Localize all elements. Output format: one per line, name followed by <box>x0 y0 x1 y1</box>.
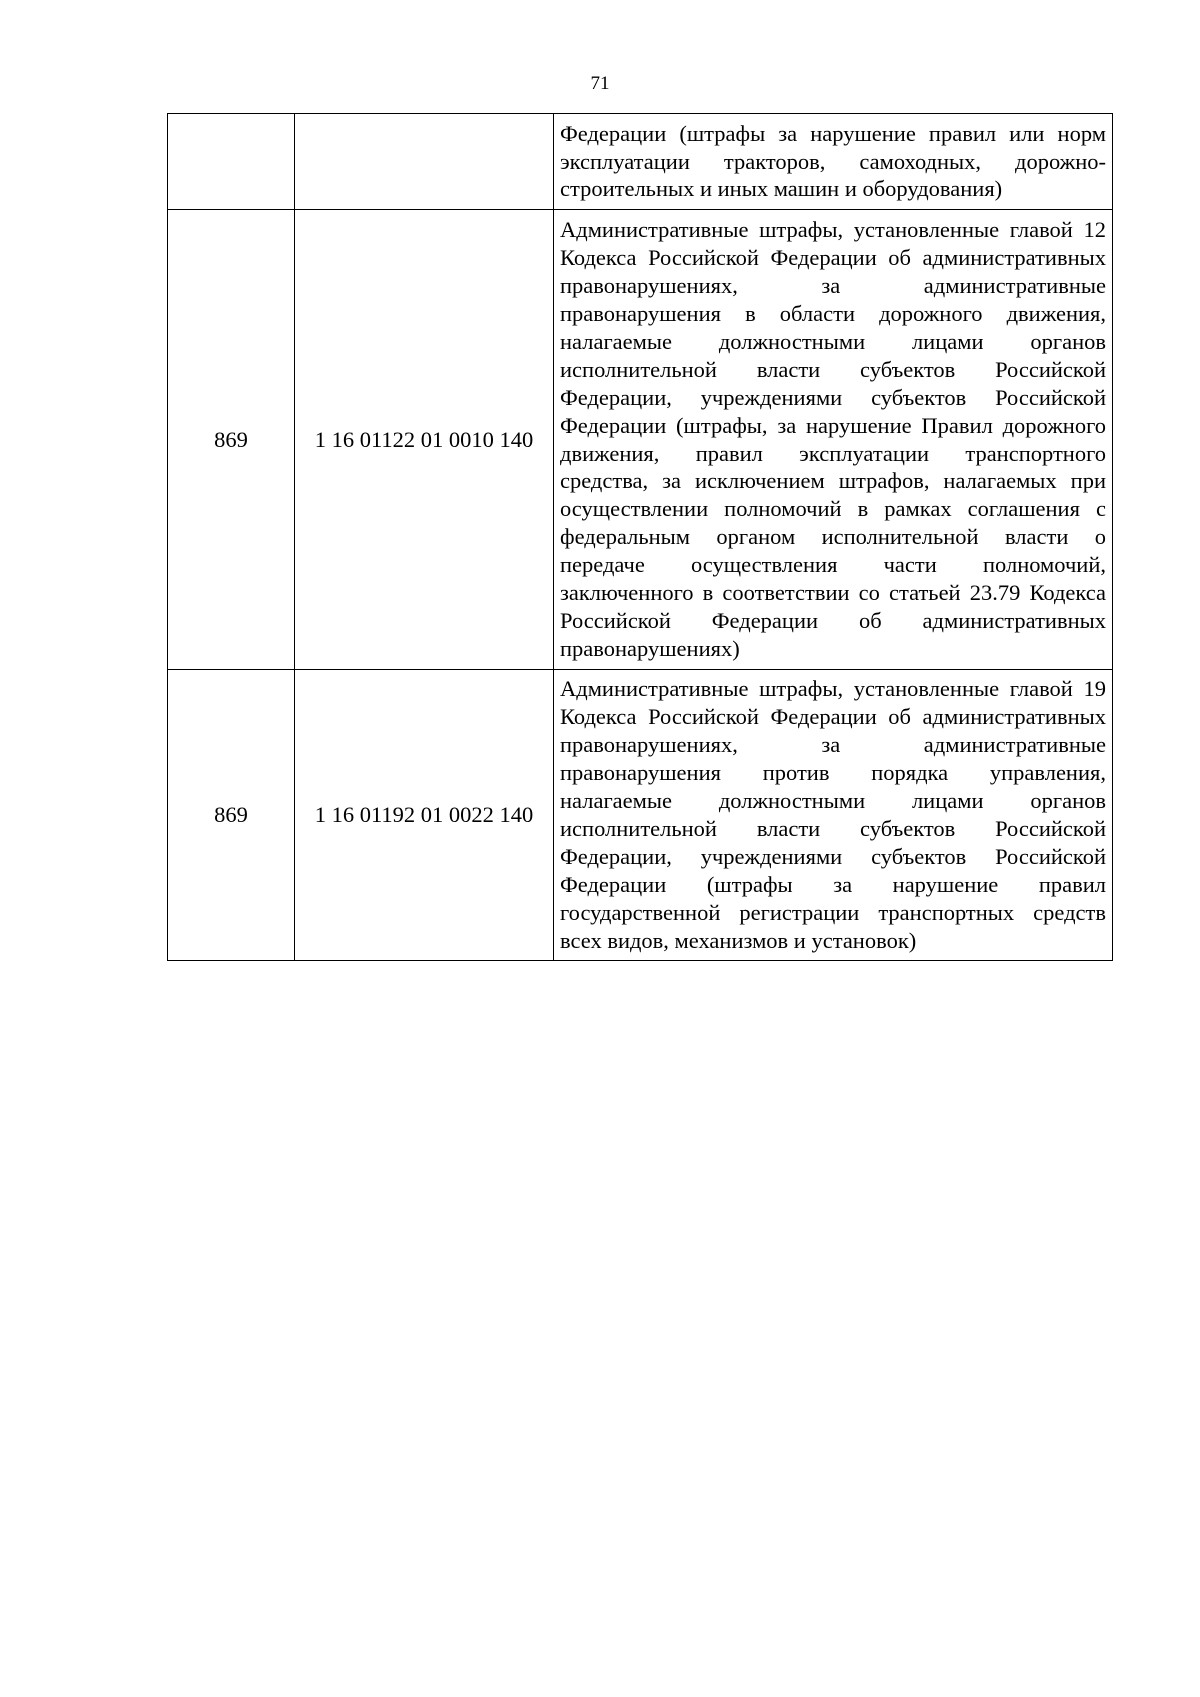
description-text: Административные штрафы, установленные главой 12 Кодекса Российской Федерации об административных правонарушениях, за административные правонарушения в области дорожного движения, налагаемые должностными лицами органов исполнительной власти субъектов Российской Федерации, учреждениями субъектов Российской Федерации (штрафы, за нарушение Правил дорожного движения, правил эксплуатации транспортного средства, за исключением штрафов, налагаемых при осуществлении полномочий в рамках соглашения с федеральным органом исполнительной власти о передаче осуществления части полномочий, заключенного в соответствии со статьей 23.79 Кодекса Российской Федерации об административных правонарушениях) <box>560 217 1106 661</box>
description-cell <box>554 114 1113 210</box>
admin-code-cell <box>168 114 295 210</box>
description-text: Федерации (штрафы за нарушение правил или норм эксплуатации тракторов, самоходных, дорожно-строительных и иных машин и оборудования) <box>560 120 1106 202</box>
description-text: Административные штрафы, установленные главой 19 Кодекса Российской Федерации об административных правонарушениях, за административные правонарушения против порядка управления, налагаемые должностными лицами органов исполнительной власти субъектов Российской Федерации, учреждениями субъектов Российской Федерации (штрафы за нарушение правил государственной регистрации транспортных средств всех видов, механизмов и установок) <box>560 676 1106 953</box>
table-row <box>168 114 1113 210</box>
admin-code-cell: 869 <box>168 210 295 670</box>
kbk-code-cell: 1 16 01192 01 0022 140 <box>295 670 554 961</box>
description-cell <box>554 210 1113 670</box>
kbk-code-cell: 1 16 01122 01 0010 140 <box>295 210 554 670</box>
description-cell <box>554 670 1113 961</box>
budget-codes-table <box>167 113 1113 961</box>
kbk-code-cell <box>295 114 554 210</box>
admin-code-cell: 869 <box>168 670 295 961</box>
table-row <box>168 670 1113 961</box>
table-row <box>168 210 1113 670</box>
page-number: 71 <box>590 73 610 94</box>
